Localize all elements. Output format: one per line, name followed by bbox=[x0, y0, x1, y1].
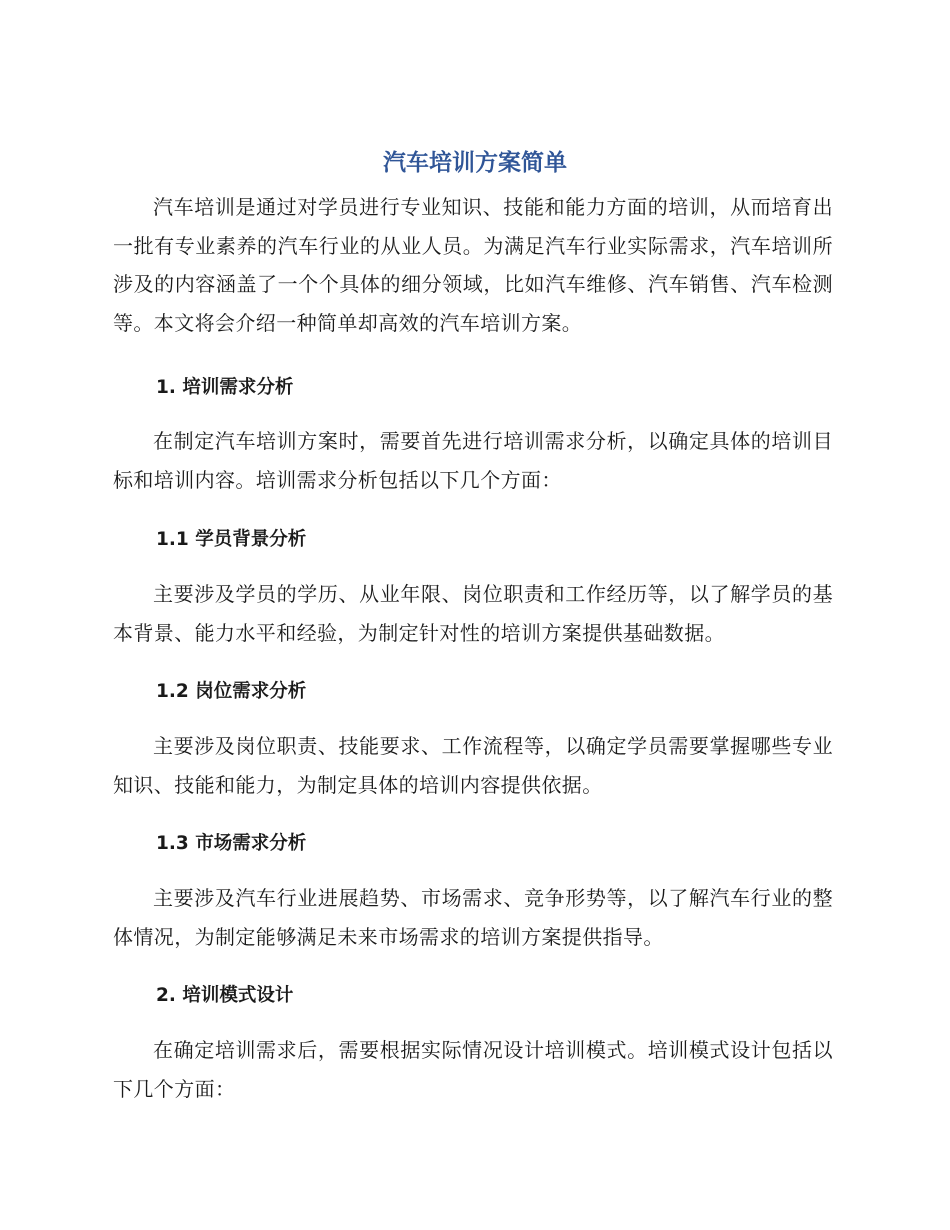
section-1-1-heading: 1.1 学员背景分析 bbox=[156, 529, 307, 550]
document-title: 汽车培训方案简单 bbox=[383, 150, 567, 176]
section-2-heading: 2. 培训模式设计 bbox=[156, 985, 294, 1006]
section-1-1-paragraph: 主要涉及学员的学历、从业年限、岗位职责和工作经历等，以了解学员的基本背景、能力水平和经验，为制定针对性的培训方案提供基础数据。 bbox=[113, 582, 833, 645]
section-1-3-heading: 1.3 市场需求分析 bbox=[156, 833, 307, 854]
section-1-heading: 1. 培训需求分析 bbox=[156, 377, 294, 398]
section-1-3-paragraph: 主要涉及汽车行业进展趋势、市场需求、竞争形势等，以了解汽车行业的整体情况，为制定能够满足未来市场需求的培训方案提供指导。 bbox=[113, 886, 833, 949]
section-1-2-paragraph: 主要涉及岗位职责、技能要求、工作流程等，以确定学员需要掌握哪些专业知识、技能和能力，为制定具体的培训内容提供依据。 bbox=[113, 734, 833, 797]
section-1-paragraph: 在制定汽车培训方案时，需要首先进行培训需求分析，以确定具体的培训目标和培训内容。培训需求分析包括以下几个方面： bbox=[113, 429, 833, 492]
section-2-paragraph: 在确定培训需求后，需要根据实际情况设计培训模式。培训模式设计包括以下几个方面： bbox=[113, 1038, 833, 1101]
section-1-2-heading: 1.2 岗位需求分析 bbox=[156, 681, 307, 702]
intro-paragraph: 汽车培训是通过对学员进行专业知识、技能和能力方面的培训，从而培育出一批有专业素养的汽车行业的从业人员。为满足汽车行业实际需求，汽车培训所涉及的内容涵盖了一个个具体的细分领域，比如汽车维修、汽车销售、汽车检测等。本文将会介绍一种简单却高效的汽车培训方案。 bbox=[113, 195, 833, 335]
